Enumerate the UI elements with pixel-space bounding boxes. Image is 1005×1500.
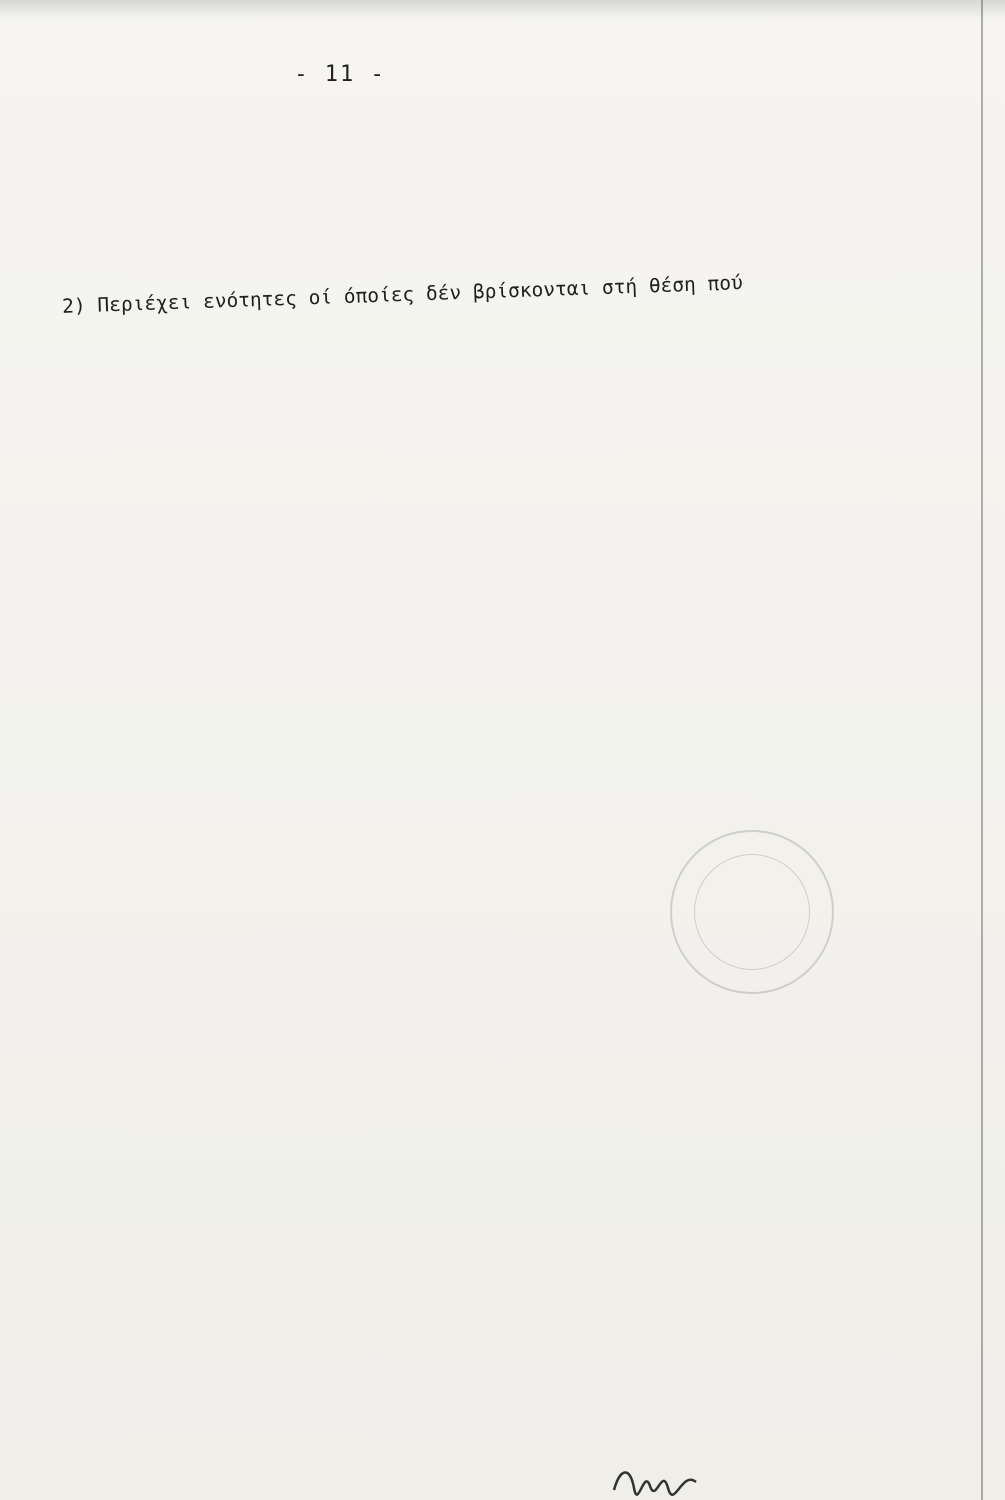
text-line: 2) Περιέχει ενότητες οί όποίες δέν βρίσκονται στή θέση πού [61,270,744,318]
circular-stamp [670,830,834,994]
handwritten-signature [610,1462,700,1496]
page-edge-shadow [0,0,1005,20]
page-number: - 11 - [294,62,386,87]
typed-text-body [55,68,1005,1467]
